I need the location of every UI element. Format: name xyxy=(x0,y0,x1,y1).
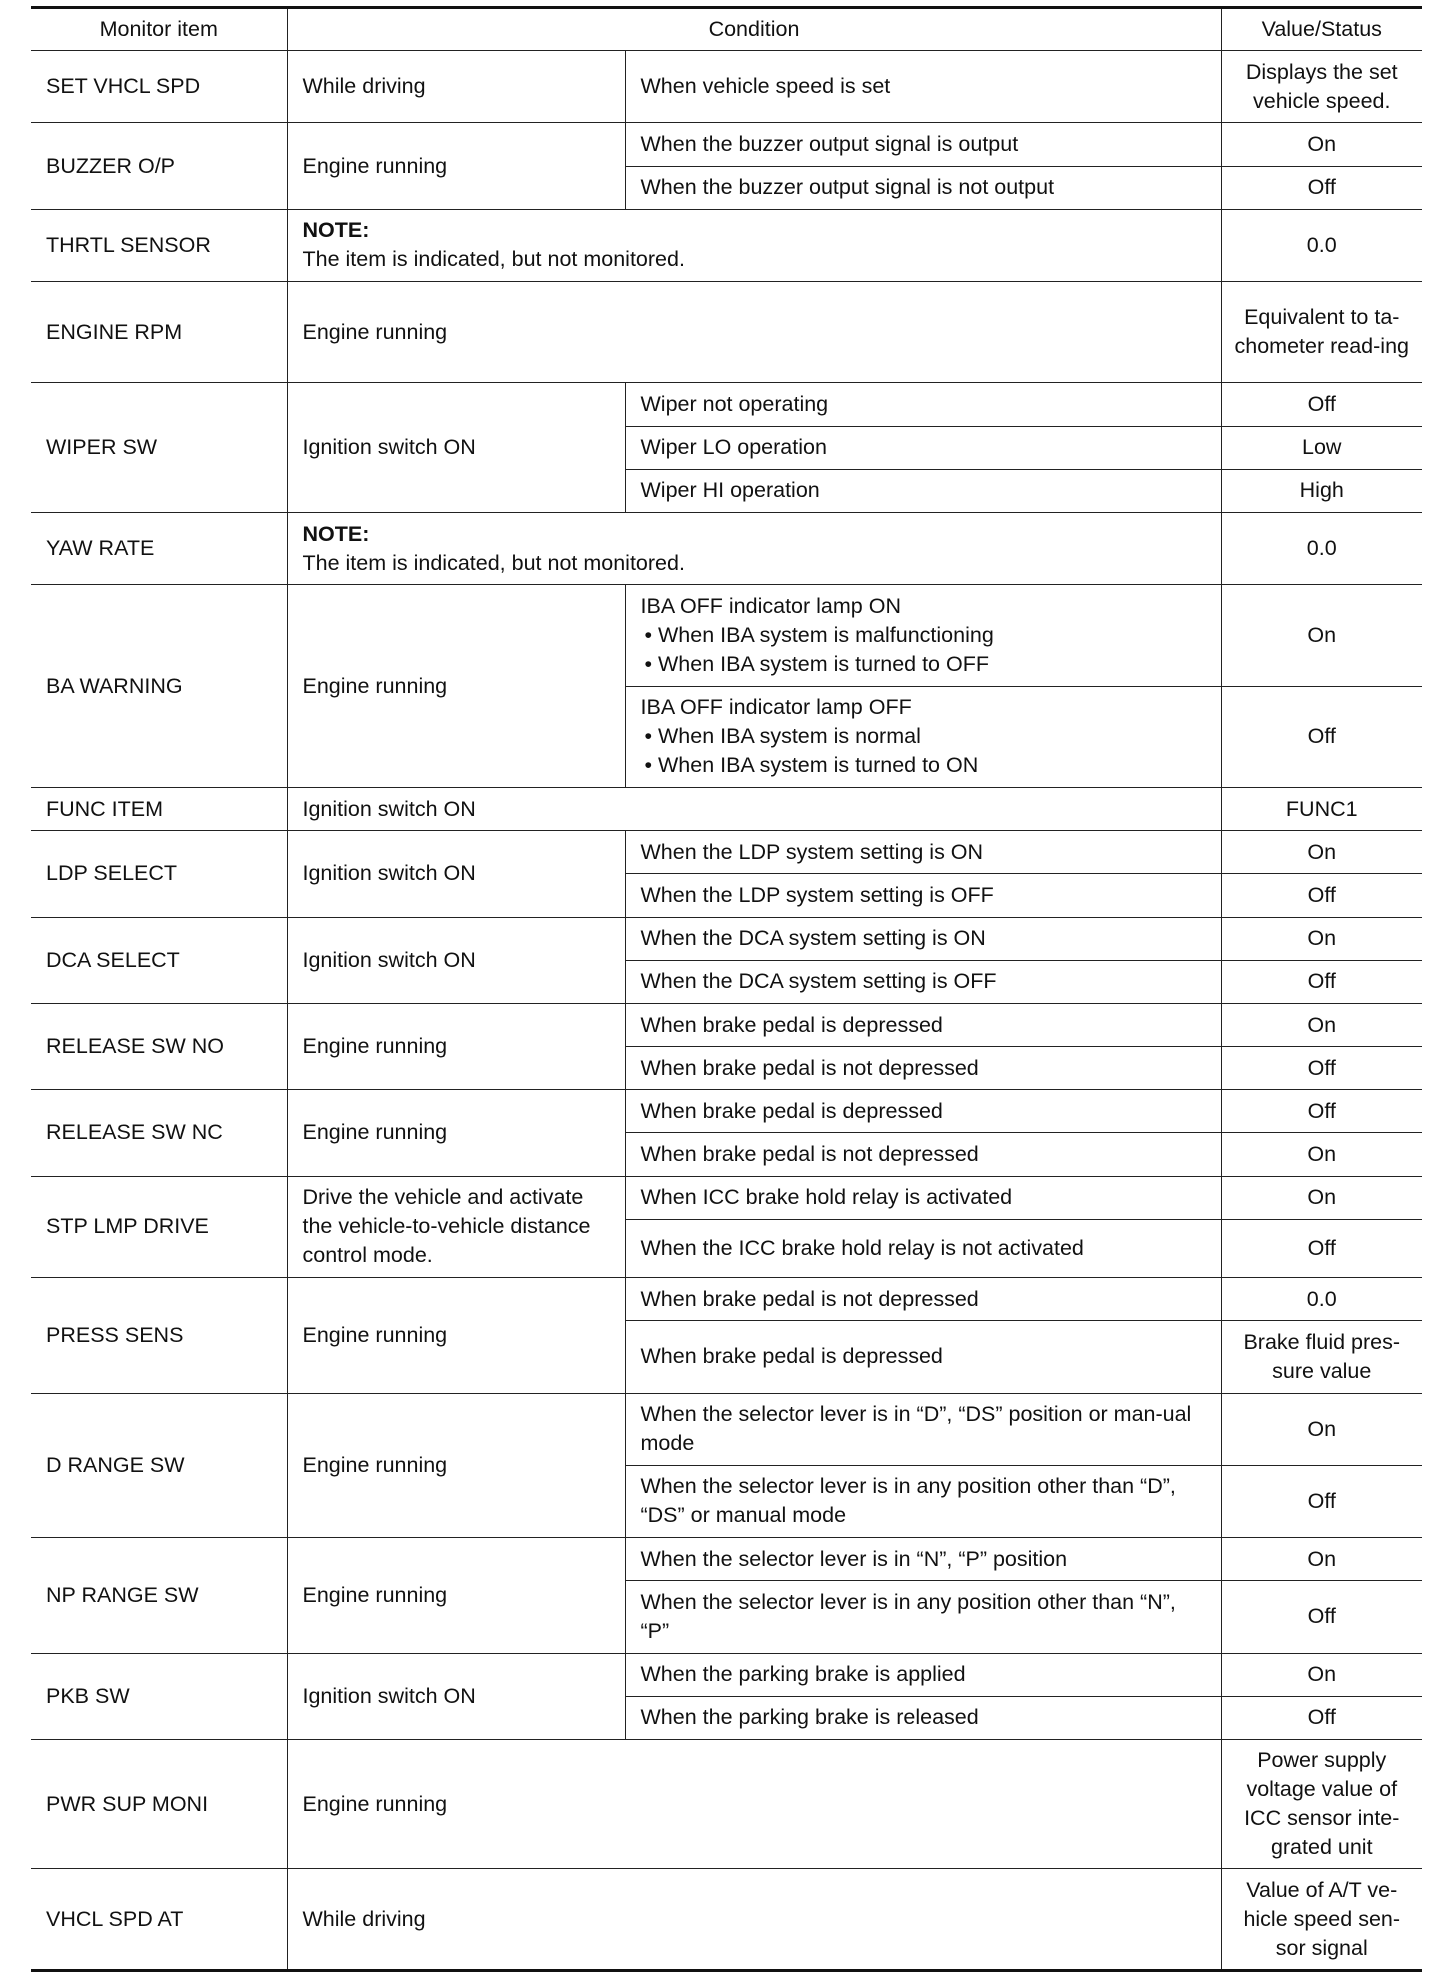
bullet-item: • When IBA system is malfunctioning xyxy=(644,622,994,647)
value-cell: Off xyxy=(1221,1090,1422,1133)
value-cell: Off xyxy=(1221,383,1422,426)
value-cell: Low xyxy=(1221,426,1422,469)
monitor-item-cell: ENGINE RPM xyxy=(31,282,287,383)
value-cell: Off xyxy=(1221,686,1422,787)
note-text: The item is indicated, but not monitored. xyxy=(302,550,685,575)
sub-condition-cell: When brake pedal is not depressed xyxy=(625,1047,1221,1090)
value-cell: On xyxy=(1221,1653,1422,1696)
sub-condition-cell: When the LDP system setting is ON xyxy=(625,831,1221,874)
condition-cell: Engine running xyxy=(287,1278,625,1393)
sub-condition-cell: When the selector lever is in any position other than “N”, “P” xyxy=(625,1581,1221,1653)
condition-cell: Ignition switch ON xyxy=(287,831,625,917)
bullet-item: • When IBA system is turned to ON xyxy=(644,753,979,778)
value-cell: Equivalent to ta-chometer read-ing xyxy=(1221,282,1422,383)
condition-cell: Drive the vehicle and activate the vehicle-to-vehicle distance control mode. xyxy=(287,1176,625,1277)
bullet-item: • When IBA system is turned to OFF xyxy=(644,651,989,676)
condition-cell: Ignition switch ON xyxy=(287,383,625,513)
monitor-item-cell: PKB SW xyxy=(31,1653,287,1739)
table-row xyxy=(31,1869,1422,1971)
sub-condition-cell: When the parking brake is released xyxy=(625,1696,1221,1739)
table-row xyxy=(31,831,1422,874)
sub-condition-cell: When the buzzer output signal is not output xyxy=(625,166,1221,209)
monitor-item-cell: RELEASE SW NC xyxy=(31,1090,287,1176)
bullet-item: • When IBA system is normal xyxy=(644,724,921,749)
condition-cell: Ignition switch ON xyxy=(287,1653,625,1739)
sub-condition-cell: When the selector lever is in any position other than “D”, “DS” or manual mode xyxy=(625,1465,1221,1537)
value-cell: Off xyxy=(1221,1219,1422,1277)
value-cell: High xyxy=(1221,469,1422,512)
table-row xyxy=(31,1653,1422,1696)
value-cell: On xyxy=(1221,585,1422,686)
value-cell: On xyxy=(1221,1133,1422,1176)
value-cell: FUNC1 xyxy=(1221,788,1422,831)
table-row xyxy=(31,1739,1422,1869)
sub-condition-cell: When the buzzer output signal is output xyxy=(625,123,1221,166)
condition-cell: Engine running xyxy=(287,585,625,788)
sub-condition-cell: When the selector lever is in “D”, “DS” position or man-ual mode xyxy=(625,1393,1221,1465)
table-row xyxy=(31,513,1422,585)
value-cell: Brake fluid pres-sure value xyxy=(1221,1321,1422,1393)
indicator-title: IBA OFF indicator lamp ON xyxy=(640,593,901,618)
sub-condition-cell: When the LDP system setting is OFF xyxy=(625,874,1221,917)
sub-condition-cell: When brake pedal is depressed xyxy=(625,1090,1221,1133)
monitor-item-cell: FUNC ITEM xyxy=(31,788,287,831)
value-cell: Off xyxy=(1221,1047,1422,1090)
table-row xyxy=(31,585,1422,686)
condition-cell: Ignition switch ON xyxy=(287,917,625,1003)
monitor-item-cell: PWR SUP MONI xyxy=(31,1739,287,1869)
condition-cell: While driving xyxy=(287,51,625,123)
table-row xyxy=(31,383,1422,426)
header-value-status: Value/Status xyxy=(1221,8,1422,51)
condition-cell: Engine running xyxy=(287,1538,625,1653)
condition-cell: Engine running xyxy=(287,1003,625,1089)
value-cell: Off xyxy=(1221,1581,1422,1653)
monitor-item-cell: YAW RATE xyxy=(31,513,287,585)
value-cell: Value of A/T ve-hicle speed sen-sor signal xyxy=(1221,1869,1422,1971)
monitor-item-cell: PRESS SENS xyxy=(31,1278,287,1393)
value-cell: Power supply voltage value of ICC sensor inte-grated unit xyxy=(1221,1739,1422,1869)
value-cell: Off xyxy=(1221,166,1422,209)
value-cell: 0.0 xyxy=(1221,1278,1422,1321)
monitor-item-cell: BA WARNING xyxy=(31,585,287,788)
sub-condition-cell: Wiper not operating xyxy=(625,383,1221,426)
header-monitor-item: Monitor item xyxy=(31,8,287,51)
value-cell: On xyxy=(1221,123,1422,166)
value-cell: Off xyxy=(1221,874,1422,917)
table-row xyxy=(31,1003,1422,1046)
note-cell xyxy=(287,513,1221,585)
table-row xyxy=(31,1090,1422,1133)
sub-condition-cell: When brake pedal is depressed xyxy=(625,1321,1221,1393)
table-row xyxy=(31,917,1422,960)
table-row xyxy=(31,788,1422,831)
sub-condition-cell: Wiper LO operation xyxy=(625,426,1221,469)
table-row xyxy=(31,51,1422,123)
sub-condition-cell xyxy=(625,585,1221,686)
table-row xyxy=(31,209,1422,281)
note-cell xyxy=(287,209,1221,281)
monitor-item-cell: DCA SELECT xyxy=(31,917,287,1003)
sub-condition-cell: When the DCA system setting is OFF xyxy=(625,960,1221,1003)
sub-condition-cell: When brake pedal is not depressed xyxy=(625,1278,1221,1321)
value-cell: On xyxy=(1221,1538,1422,1581)
value-cell: Off xyxy=(1221,1465,1422,1537)
monitor-item-cell: SET VHCL SPD xyxy=(31,51,287,123)
sub-condition-cell: When the DCA system setting is ON xyxy=(625,917,1221,960)
monitor-item-cell: RELEASE SW NO xyxy=(31,1003,287,1089)
condition-cell: While driving xyxy=(287,1869,1221,1971)
note-label: NOTE: xyxy=(302,521,370,546)
value-cell: On xyxy=(1221,831,1422,874)
note-label: NOTE: xyxy=(302,218,370,243)
condition-cell: Ignition switch ON xyxy=(287,788,1221,831)
sub-condition-cell: When brake pedal is not depressed xyxy=(625,1133,1221,1176)
sub-condition-cell: When brake pedal is depressed xyxy=(625,1003,1221,1046)
table-row xyxy=(31,1538,1422,1581)
sub-condition-cell: When ICC brake hold relay is activated xyxy=(625,1176,1221,1219)
sub-condition-cell: When vehicle speed is set xyxy=(625,51,1221,123)
table-row xyxy=(31,1278,1422,1321)
value-cell: 0.0 xyxy=(1221,209,1422,281)
condition-cell: Engine running xyxy=(287,1393,625,1538)
value-cell: On xyxy=(1221,917,1422,960)
table-row xyxy=(31,1176,1422,1219)
sub-condition-cell: Wiper HI operation xyxy=(625,469,1221,512)
monitor-item-cell: BUZZER O/P xyxy=(31,123,287,209)
monitor-item-cell: D RANGE SW xyxy=(31,1393,287,1538)
monitor-item-cell: NP RANGE SW xyxy=(31,1538,287,1653)
value-cell: On xyxy=(1221,1176,1422,1219)
table-row xyxy=(31,123,1422,166)
note-text: The item is indicated, but not monitored. xyxy=(302,247,685,272)
monitor-item-cell: STP LMP DRIVE xyxy=(31,1176,287,1277)
value-cell: Off xyxy=(1221,960,1422,1003)
table-row xyxy=(31,1393,1422,1465)
header-condition: Condition xyxy=(287,8,1221,51)
sub-condition-cell: When the selector lever is in “N”, “P” position xyxy=(625,1538,1221,1581)
table-row xyxy=(31,282,1422,383)
value-cell: 0.0 xyxy=(1221,513,1422,585)
condition-cell: Engine running xyxy=(287,123,625,209)
monitor-item-cell: VHCL SPD AT xyxy=(31,1869,287,1971)
monitor-item-cell: THRTL SENSOR xyxy=(31,209,287,281)
condition-cell: Engine running xyxy=(287,1090,625,1176)
indicator-title: IBA OFF indicator lamp OFF xyxy=(640,695,912,720)
value-cell: On xyxy=(1221,1393,1422,1465)
sub-condition-cell: When the parking brake is applied xyxy=(625,1653,1221,1696)
header-row xyxy=(31,8,1422,51)
condition-cell: Engine running xyxy=(287,282,1221,383)
monitor-table xyxy=(31,6,1422,1972)
condition-cell: Engine running xyxy=(287,1739,1221,1869)
value-cell: Off xyxy=(1221,1696,1422,1739)
monitor-item-cell: WIPER SW xyxy=(31,383,287,513)
sub-condition-cell: When the ICC brake hold relay is not activated xyxy=(625,1219,1221,1277)
monitor-item-cell: LDP SELECT xyxy=(31,831,287,917)
value-cell: Displays the set vehicle speed. xyxy=(1221,51,1422,123)
value-cell: On xyxy=(1221,1003,1422,1046)
sub-condition-cell xyxy=(625,686,1221,787)
